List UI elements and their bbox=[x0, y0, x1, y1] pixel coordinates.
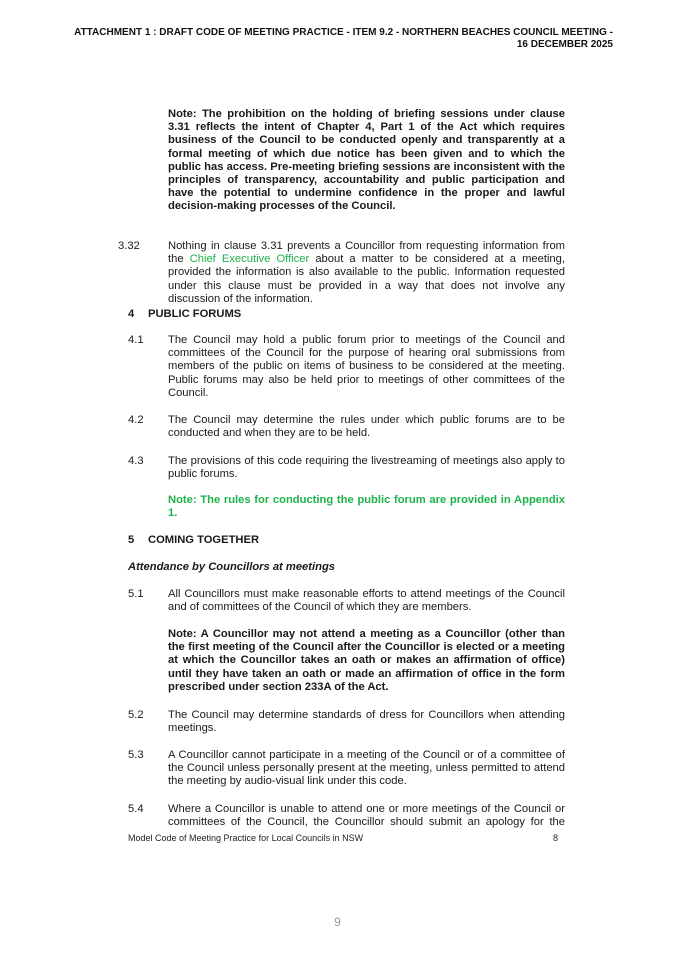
clause-5-4-text: Where a Councillor is unable to attend one or more meetings of the Council or committees of the Council, the Councillor should submit an apology for the bbox=[168, 803, 565, 829]
clause-4-1-text: The Council may hold a public forum prior to meetings of the Council and committees of the Council for the purpose of hearing oral submissions from members of the public on items of business to be considered at the meeting. Public forums may also be held prior to meetings of other committees of the Council. bbox=[168, 334, 565, 399]
page-number: 9 bbox=[334, 915, 341, 929]
chief-executive-officer-highlight: Chief Executive Officer bbox=[189, 253, 310, 266]
section-heading-4: 4 PUBLIC FORUMS bbox=[128, 308, 242, 320]
note-clause-5-1: Note: A Councillor may not attend a meeting as a Councillor (other than the first meeting of the Council after the Councillor is elected or a meeting at which the Councillor takes an oath or makes an affirmation of office) until they have taken an oath or made an affirmation of office in the form prescribed under section 233A of the Act. bbox=[168, 628, 565, 693]
clause-3-32-text: Nothing in clause 3.31 prevents a Councillor from requesting information from the Chief Executive Officer about a matter to be considered at a meeting, provided the information is also available to the public. Information requested under this clause must be provided in a way that does not involve any discussion of the information. bbox=[168, 240, 565, 305]
clause-5-2-text: The Council may determine standards of dress for Councillors when attending meetings. bbox=[168, 709, 565, 735]
section-heading-5: 5 COMING TOGETHER bbox=[128, 534, 260, 546]
footer-internal-page-number: 8 bbox=[552, 833, 558, 843]
header-line-1: ATTACHMENT 1 : DRAFT CODE OF MEETING PRACTICE - ITEM 9.2 - NORTHERN BEACHES COUNCIL MEETING - bbox=[74, 27, 613, 38]
clause-5-3-text: A Councillor cannot participate in a meeting of the Council or of a committee of the Council unless personally present at the meeting, unless permitted to attend the meeting by audio-visual link under this code. bbox=[168, 749, 565, 788]
clause-4-2-text: The Council may determine the rules under which public forums are to be conducted and when they are to be held. bbox=[168, 414, 565, 440]
clause-number-4-2: 4.2 bbox=[128, 414, 144, 426]
subheading-attendance: Attendance by Councillors at meetings bbox=[128, 561, 336, 573]
clause-4-3-text: The provisions of this code requiring the livestreaming of meetings also apply to public forums. bbox=[168, 455, 565, 481]
clause-number-4-1: 4.1 bbox=[128, 334, 144, 346]
clause-number-5-4: 5.4 bbox=[128, 803, 144, 815]
clause-number-5-2: 5.2 bbox=[128, 709, 144, 721]
clause-number-3-32: 3.32 bbox=[118, 240, 140, 252]
page-footer bbox=[128, 833, 558, 843]
clause-number-4-3: 4.3 bbox=[128, 455, 144, 467]
attachment-header bbox=[33, 27, 613, 51]
note-clause-3-31: Note: The prohibition on the holding of briefing sessions under clause 3.31 reflects the intent of Chapter 4, Part 1 of the Act which requires business of the Council to be conducted openly and transparently at a formal meeting of which due notice has been given and to which the public has access. Pre-meeting briefing sessions are inconsistent with the principles of transparency, accountability and public participation and have the potential to undermine confidence in the proper and lawful decision-making processes of the Council. bbox=[168, 108, 565, 213]
note-appendix-1: Note: The rules for conducting the public forum are provided in Appendix 1. bbox=[168, 494, 565, 520]
header-line-2: 16 DECEMBER 2025 bbox=[516, 39, 613, 50]
footer-document-title: Model Code of Meeting Practice for Local Councils in NSW bbox=[128, 833, 364, 843]
clause-number-5-3: 5.3 bbox=[128, 749, 144, 761]
clause-number-5-1: 5.1 bbox=[128, 588, 144, 600]
clause-5-1-text: All Councillors must make reasonable efforts to attend meetings of the Council and of committees of the Council of which they are members. bbox=[168, 588, 565, 614]
